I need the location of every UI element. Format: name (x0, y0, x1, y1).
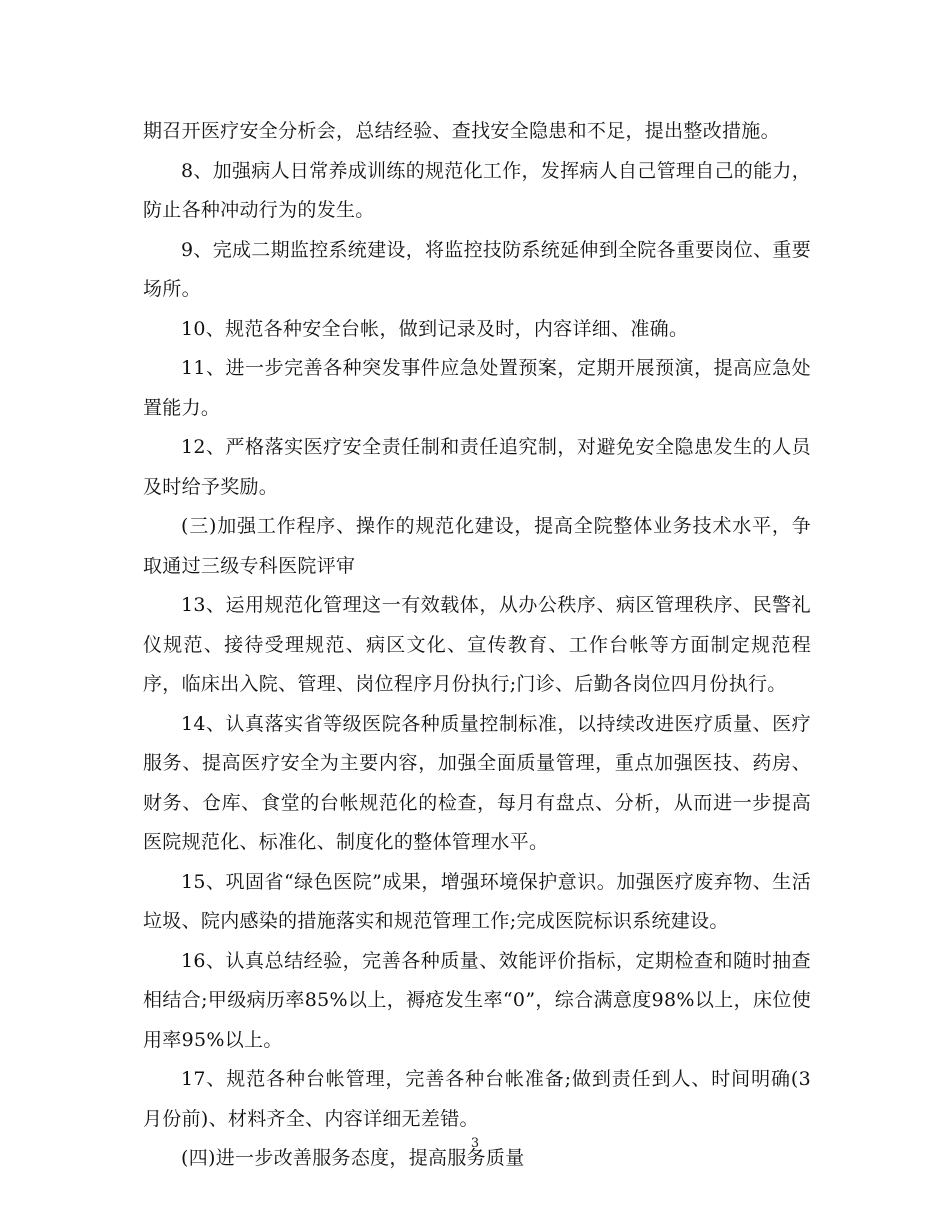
section-heading-3: (三)加强工作程序、操作的规范化建设，提高全院整体业务技术水平，争取通过三级专科医院评审 (143, 515, 811, 577)
section-heading-4: (四)进一步改善服务态度，提高服务质量 (181, 1147, 525, 1169)
paragraph-item-16: 16、认真总结经验，完善各种质量、效能评价指标，定期检查和随时抽查相结合;甲级病历率85%以上，褥疮发生率“0”，综合满意度98%以上，床位使用率95%以上。 (143, 949, 811, 1051)
paragraph-item-14: 14、认真落实省等级医院各种质量控制标准，以持续改进医疗质量、医疗服务、提高医疗安全为主要内容，加强全面质量管理，重点加强医技、药房、财务、仓库、食堂的台帐规范化的检查，每月有盘点、分析，从而进一步提高医院规范化、标准化、制度化的整体管理水平。 (143, 712, 811, 853)
paragraph-item-8: 8、加强病人日常养成训练的规范化工作，发挥病人自己管理自己的能力，防止各种冲动行为的发生。 (143, 159, 811, 221)
paragraph-item-9: 9、完成二期监控系统建设，将监控技防系统延伸到全院各重要岗位、重要场所。 (143, 238, 811, 300)
page-number: 3 (470, 1136, 480, 1151)
paragraph-item-15: 15、巩固省“绿色医院”成果，增强环境保护意识。加强医疗废弃物、生活垃圾、院内感染的措施落实和规范管理工作;完成医院标识系统建设。 (143, 870, 811, 932)
paragraph-item-17: 17、规范各种台帐管理，完善各种台帐准备;做到责任到人、时间明确(3月份前)、材料齐全、内容详细无差错。 (143, 1068, 811, 1130)
paragraph-item-12: 12、严格落实医疗安全责任制和责任追究制，对避免安全隐患发生的人员及时给予奖励。 (143, 436, 811, 498)
document-body (143, 112, 811, 1179)
paragraph-continuation: 期召开医疗安全分析会，总结经验、查找安全隐患和不足，提出整改措施。 (143, 120, 780, 142)
paragraph-item-13: 13、运用规范化管理这一有效载体，从办公秩序、病区管理秩序、民警礼仪规范、接待受理规范、病区文化、宣传教育、工作台帐等方面制定规范程序，临床出入院、管理、岗位程序月份执行;门诊、后勤各岗位四月份执行。 (143, 594, 811, 695)
paragraph-item-10: 10、规范各种安全台帐，做到记录及时，内容详细、准确。 (181, 317, 689, 340)
paragraph-item-11: 11、进一步完善各种突发事件应急处置预案，定期开展预演，提高应急处置能力。 (143, 357, 811, 419)
